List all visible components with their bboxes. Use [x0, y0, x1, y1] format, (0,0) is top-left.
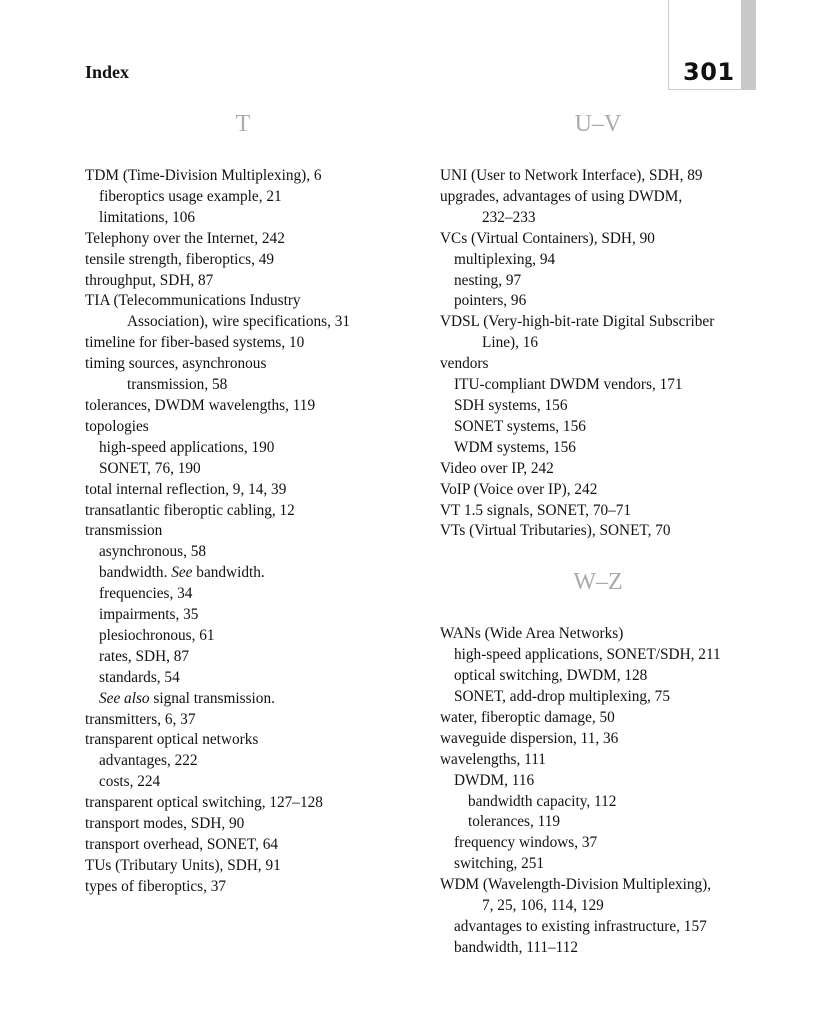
entry-text: total internal reflection, 9, 14, 39 — [85, 480, 287, 498]
index-entry — [85, 229, 415, 250]
entry-text: SONET, add-drop multiplexing, 75 — [454, 688, 670, 706]
entry-text: waveguide dispersion, 11, 36 — [440, 729, 619, 747]
index-entry — [85, 250, 415, 271]
entry-text: TUs (Tributary Units), SDH, 91 — [85, 856, 281, 874]
index-entry — [440, 750, 780, 771]
page-number: 301 — [683, 58, 735, 86]
entry-text: bandwidth. — [192, 564, 265, 582]
index-entry — [440, 250, 780, 271]
index-entry — [85, 271, 415, 292]
entry-text: tolerances, DWDM wavelengths, 119 — [85, 396, 316, 414]
index-entry — [440, 417, 780, 438]
index-entry — [440, 875, 780, 917]
entry-text: transatlantic fiberoptic cabling, 12 — [85, 501, 295, 519]
index-entry — [440, 708, 780, 729]
index-entry — [85, 333, 415, 354]
index-entry — [85, 417, 415, 438]
entry-text: SONET systems, 156 — [454, 417, 586, 435]
entry-text: vendors — [440, 355, 489, 373]
index-entry — [85, 605, 415, 626]
entry-text: rates, SDH, 87 — [99, 647, 190, 665]
index-entry — [85, 814, 415, 835]
entry-text: SDH systems, 156 — [454, 396, 568, 414]
index-entry — [440, 501, 780, 522]
index-entry — [440, 938, 780, 959]
entry-text: advantages, 222 — [99, 752, 198, 770]
entry-text: UNI (User to Network Interface), SDH, 89 — [440, 167, 703, 184]
running-header-title: Index — [85, 62, 130, 82]
entry-text: tolerances, 119 — [468, 813, 561, 831]
entry-text: fiberoptics usage example, 21 — [99, 187, 282, 205]
index-entry — [440, 854, 780, 875]
entry-text: plesiochronous, 61 — [99, 626, 215, 644]
entry-list — [440, 166, 780, 542]
index-entry — [85, 668, 415, 689]
entry-text: pointers, 96 — [454, 292, 527, 310]
left-column — [85, 110, 415, 898]
index-entry — [440, 354, 780, 375]
entry-continuation: Association), wire specifications, 31 — [127, 313, 351, 331]
index-entry — [440, 917, 780, 938]
entry-text: optical switching, DWDM, 128 — [454, 667, 648, 685]
entry-text: timeline for fiber-based systems, 10 — [85, 334, 305, 352]
entry-text: types of fiberoptics, 37 — [85, 877, 227, 895]
entry-text: signal transmission. — [149, 689, 275, 707]
index-entry — [85, 291, 415, 333]
index-entry — [85, 187, 415, 208]
index-entry — [85, 208, 415, 229]
entry-text: transport overhead, SONET, 64 — [85, 836, 279, 853]
index-entry — [85, 501, 415, 522]
entry-text: frequencies, 34 — [99, 585, 193, 603]
index-entry — [85, 793, 415, 814]
index-entry — [440, 624, 780, 645]
index-entry — [85, 772, 415, 793]
entry-text: multiplexing, 94 — [454, 250, 556, 268]
entry-text: DWDM, 116 — [454, 771, 535, 789]
index-entry — [440, 729, 780, 750]
index-entry — [85, 856, 415, 877]
entry-text: advantages to existing infrastructure, 157 — [454, 918, 707, 935]
entry-text: Video over IP, 242 — [440, 459, 554, 477]
entry-text: transparent optical networks — [85, 731, 259, 749]
entry-text: costs, 224 — [99, 773, 161, 791]
entry-text: topologies — [85, 417, 149, 435]
entry-text: wavelengths, 111 — [440, 750, 546, 768]
page-tab-bar — [741, 0, 756, 90]
entry-continuation: 232–233 — [482, 208, 536, 226]
index-entry — [85, 542, 415, 563]
entry-text: upgrades, advantages of using DWDM, — [440, 187, 683, 205]
entry-text: high-speed applications, SONET/SDH, 211 — [454, 646, 721, 664]
index-entry — [85, 710, 415, 731]
entry-text: ITU-compliant DWDM vendors, 171 — [454, 376, 683, 394]
index-entry — [440, 687, 780, 708]
entry-text: Telephony over the Internet, 242 — [85, 229, 285, 247]
index-entry — [85, 626, 415, 647]
entry-text: timing sources, asynchronous — [85, 355, 267, 373]
section-w-z — [440, 568, 780, 959]
entry-continuation: 7, 25, 106, 114, 129 — [482, 897, 604, 915]
index-entry — [440, 812, 780, 833]
entry-text: WDM systems, 156 — [454, 438, 576, 456]
section-letter: W–Z — [573, 569, 623, 596]
entry-text: SONET, 76, 190 — [99, 459, 201, 477]
entry-text: standards, 54 — [99, 668, 180, 686]
entry-text: tensile strength, fiberoptics, 49 — [85, 250, 275, 268]
index-entry — [85, 751, 415, 772]
index-entry — [440, 375, 780, 396]
index-entry — [85, 166, 415, 187]
entry-text: switching, 251 — [454, 855, 545, 873]
index-entry — [440, 792, 780, 813]
right-column — [440, 110, 780, 959]
index-entry — [440, 480, 780, 501]
entry-text: VCs (Virtual Containers), SDH, 90 — [440, 229, 655, 247]
index-entry — [440, 459, 780, 480]
index-entry — [85, 877, 415, 898]
entry-text: transport modes, SDH, 90 — [85, 815, 245, 833]
entry-text: transparent optical switching, 127–128 — [85, 794, 323, 812]
index-entry — [85, 480, 415, 501]
entry-text: high-speed applications, 190 — [99, 438, 275, 456]
index-entry — [85, 396, 415, 417]
index-entry — [440, 645, 780, 666]
index-entry — [440, 166, 780, 187]
index-entry — [85, 584, 415, 605]
section-letter: U–V — [574, 111, 622, 137]
entry-continuation: transmission, 58 — [127, 376, 228, 394]
entry-text: impairments, 35 — [99, 606, 199, 624]
entry-text: frequency windows, 37 — [454, 834, 598, 852]
entry-list — [440, 624, 780, 959]
entry-text: bandwidth capacity, 112 — [468, 792, 617, 810]
entry-text: transmitters, 6, 37 — [85, 710, 196, 728]
entry-text: transmission — [85, 522, 163, 540]
index-entry — [85, 730, 415, 751]
index-entry — [440, 771, 780, 792]
entry-text: VDSL (Very-high-bit-rate Digital Subscriber — [440, 313, 715, 331]
index-entry — [85, 647, 415, 668]
entry-text: TIA (Telecommunications Industry — [85, 292, 301, 310]
index-entry — [85, 354, 415, 396]
index-entry — [85, 438, 415, 459]
entry-list — [85, 166, 415, 898]
index-entry — [440, 187, 780, 229]
entry-text: bandwidth, 111–112 — [454, 938, 579, 956]
entry-text: VT 1.5 signals, SONET, 70–71 — [440, 501, 632, 519]
index-entry — [85, 459, 415, 480]
index-entry — [85, 563, 415, 584]
entry-text: bandwidth. — [99, 564, 172, 582]
index-entry — [440, 291, 780, 312]
section-u-v — [440, 110, 780, 542]
index-entry — [440, 271, 780, 292]
entry-text: water, fiberoptic damage, 50 — [440, 708, 615, 726]
see-reference-label: See — [171, 564, 193, 582]
entry-continuation: Line), 16 — [482, 334, 539, 352]
index-entry — [85, 835, 415, 856]
entry-text: TDM (Time-Division Multiplexing), 6 — [85, 167, 322, 184]
entry-text: VTs (Virtual Tributaries), SONET, 70 — [440, 522, 671, 540]
index-entry — [440, 396, 780, 417]
entry-text: limitations, 106 — [99, 208, 196, 226]
section-letter: T — [235, 111, 251, 137]
entry-text: nesting, 97 — [454, 271, 522, 289]
index-entry — [85, 521, 415, 542]
entry-text: WDM (Wavelength-Division Multiplexing), — [440, 876, 712, 894]
entry-text: asynchronous, 58 — [99, 543, 207, 561]
index-entry — [440, 666, 780, 687]
index-entry — [440, 833, 780, 854]
entry-text: WANs (Wide Area Networks) — [440, 625, 624, 643]
index-entry — [440, 438, 780, 459]
entry-text: throughput, SDH, 87 — [85, 271, 214, 289]
entry-text: VoIP (Voice over IP), 242 — [440, 480, 598, 498]
index-entry — [85, 689, 415, 710]
index-entry — [440, 312, 780, 354]
index-entry — [440, 521, 780, 542]
index-entry — [440, 229, 780, 250]
see-reference-label: See also — [99, 689, 150, 707]
